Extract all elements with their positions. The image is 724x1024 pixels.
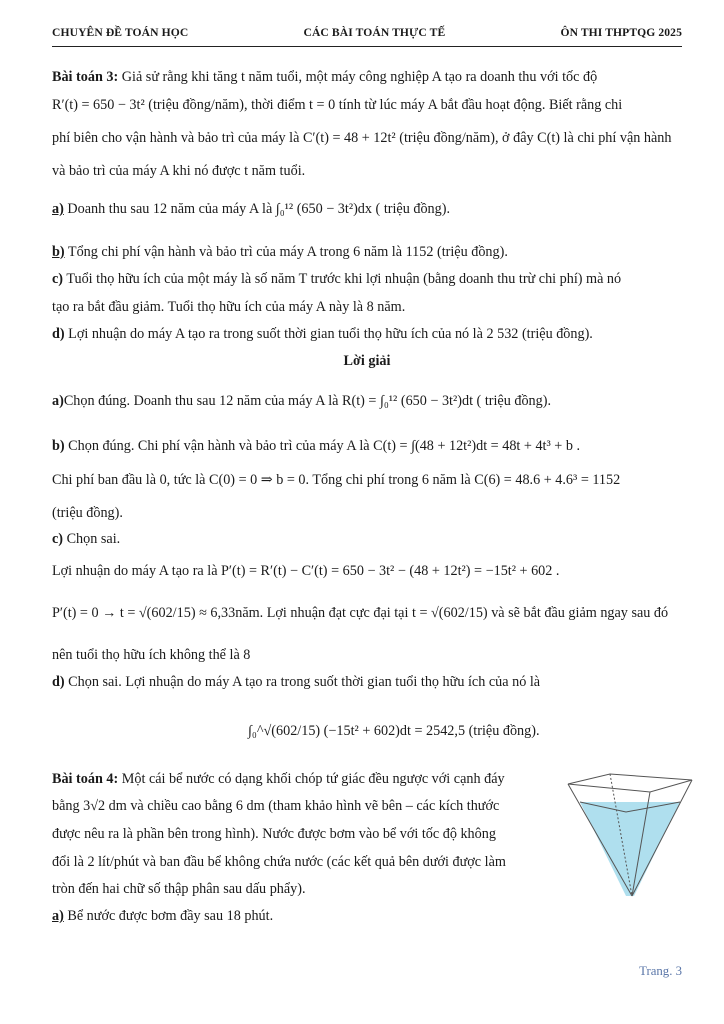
p3-a-label: a)	[52, 201, 64, 217]
sol-d	[52, 673, 682, 691]
p3-l1: Giả sử rằng khi tăng t năm tuổi, một máy công nghiệp A tạo ra doanh thu với tốc độ	[121, 69, 598, 85]
p3-option-c-cont: tạo ra bắt đầu giảm. Tuổi thọ hữu ích của máy A này là 8 năm.	[52, 299, 406, 315]
p4-l1: Một cái bể nước có dạng khối chóp tứ giác đều ngược với cạnh đáy	[121, 771, 505, 787]
p4-label: Bài toán 4:	[52, 771, 119, 787]
p4-line-4: đổi là 2 lít/phút và ban đầu bể không chứa nước (các kết quả bên dưới được làm	[52, 854, 506, 870]
p3-b-label: b)	[52, 244, 65, 260]
p3-line-3: phí biên cho vận hành và bảo trì của máy là C′(t) = 48 + 12t² (triệu đồng/năm), ở đây C(t) là chi phí vận hành	[52, 130, 672, 146]
p4-option-a	[52, 907, 558, 925]
p3-a-text: Doanh thu sau 12 năm của máy A là ∫₀¹² (650 − 3t²)dx ( triệu đồng).	[67, 201, 451, 217]
sol-b-line-3: (triệu đồng).	[52, 505, 123, 521]
p4-a-text: Bể nước được bơm đầy sau 18 phút.	[67, 908, 274, 924]
p3-b-text: Tổng chi phí vận hành và bảo trì của máy A trong 6 năm là 1152 (triệu đồng).	[67, 244, 508, 260]
p3-option-d	[52, 325, 682, 343]
p3-d-label: d)	[52, 326, 65, 342]
p3-d-text: Lợi nhuận do máy A tạo ra trong suốt thời gian tuổi thọ hữu ích của nó là 2 532 (triệu đồng).	[68, 326, 593, 342]
sol-d-integral: ∫₀^√(602/15) (−15t² + 602)dt = 2542,5 (triệu đồng).	[248, 723, 540, 739]
p3-label: Bài toán 3:	[52, 69, 119, 85]
p4-line-1	[52, 770, 558, 788]
sol-a	[52, 392, 682, 410]
sol-c-label: c)	[52, 531, 64, 547]
header-left: CHUYÊN ĐỀ TOÁN HỌC	[52, 26, 189, 39]
sol-a-text: Chọn đúng. Doanh thu sau 12 năm của máy A là R(t) = ∫₀¹² (650 − 3t²)dt ( triệu đồng).	[63, 393, 552, 409]
pyramid-tank-figure	[566, 772, 694, 902]
p3-option-a	[52, 200, 682, 218]
sol-d-label: d)	[52, 674, 65, 690]
water-fill	[580, 802, 680, 896]
page-number: Trang. 3	[639, 964, 682, 978]
header-rule	[52, 46, 682, 47]
sol-b	[52, 437, 682, 455]
header-center: CÁC BÀI TOÁN THỰC TẾ	[303, 26, 446, 39]
sol-b-line-2: Chi phí ban đầu là 0, tức là C(0) = 0 ⇒ b = 0. Tổng chi phí trong 6 năm là C(6) = 48.6 + 4.6³ = 1152	[52, 472, 621, 488]
sol-c-line-3: P′(t) = 0 → t = √(602/15) ≈ 6,33năm. Lợi nhuận đạt cực đại tại t = √(602/15) và sẽ bắt đầu giảm ngay sau đó	[52, 605, 669, 621]
p4-line-3: được nêu ra là phần bên trong hình). Nước được bơm vào bể với tốc độ không	[52, 826, 496, 842]
p3-c-text1: Tuổi thọ hữu ích của một máy là số năm T trước khi lợi nhuận (bằng doanh thu trừ chi phí) mà nó	[66, 271, 622, 287]
solution-title: Lời giải	[343, 353, 391, 369]
sol-c	[52, 530, 682, 548]
sol-c-line-4: nên tuổi thọ hữu ích không thể là 8	[52, 647, 251, 663]
sol-b-label: b)	[52, 438, 65, 454]
page-header	[52, 26, 682, 39]
p3-line-1	[52, 68, 682, 86]
p4-line-2: bằng 3√2 dm và chiều cao bằng 6 dm (tham khảo hình vẽ bên – các kích thước	[52, 798, 500, 814]
sol-c-line-2: Lợi nhuận do máy A tạo ra là P′(t) = R′(t) − C′(t) = 650 − 3t² − (48 + 12t²) = −15t² + 602 .	[52, 563, 560, 579]
sol-a-label: a)	[52, 393, 64, 409]
p4-line-5: tròn đến hai chữ số thập phân sau dấu phẩy).	[52, 881, 306, 897]
sol-c-text: Chọn sai.	[66, 531, 121, 547]
p3-c-label: c)	[52, 271, 64, 287]
p3-line-2: R′(t) = 650 − 3t² (triệu đồng/năm), thời điểm t = 0 tính từ lúc máy A bắt đầu hoạt động. Biết rằng chi	[52, 97, 623, 113]
sol-b-text: Chọn đúng. Chi phí vận hành và bảo trì của máy A là C(t) = ∫(48 + 12t²)dt = 48t + 4t³ + b .	[68, 438, 581, 454]
sol-d-text: Chọn sai. Lợi nhuận do máy A tạo ra trong suốt thời gian tuổi thọ hữu ích của nó là	[68, 674, 541, 690]
p4-a-label: a)	[52, 908, 64, 924]
p3-line-4: và bảo trì của máy A khi nó được t năm tuổi.	[52, 163, 306, 179]
p3-option-b	[52, 243, 682, 261]
p3-option-c	[52, 270, 682, 288]
header-right: ÔN THI THPTQG 2025	[560, 26, 682, 39]
